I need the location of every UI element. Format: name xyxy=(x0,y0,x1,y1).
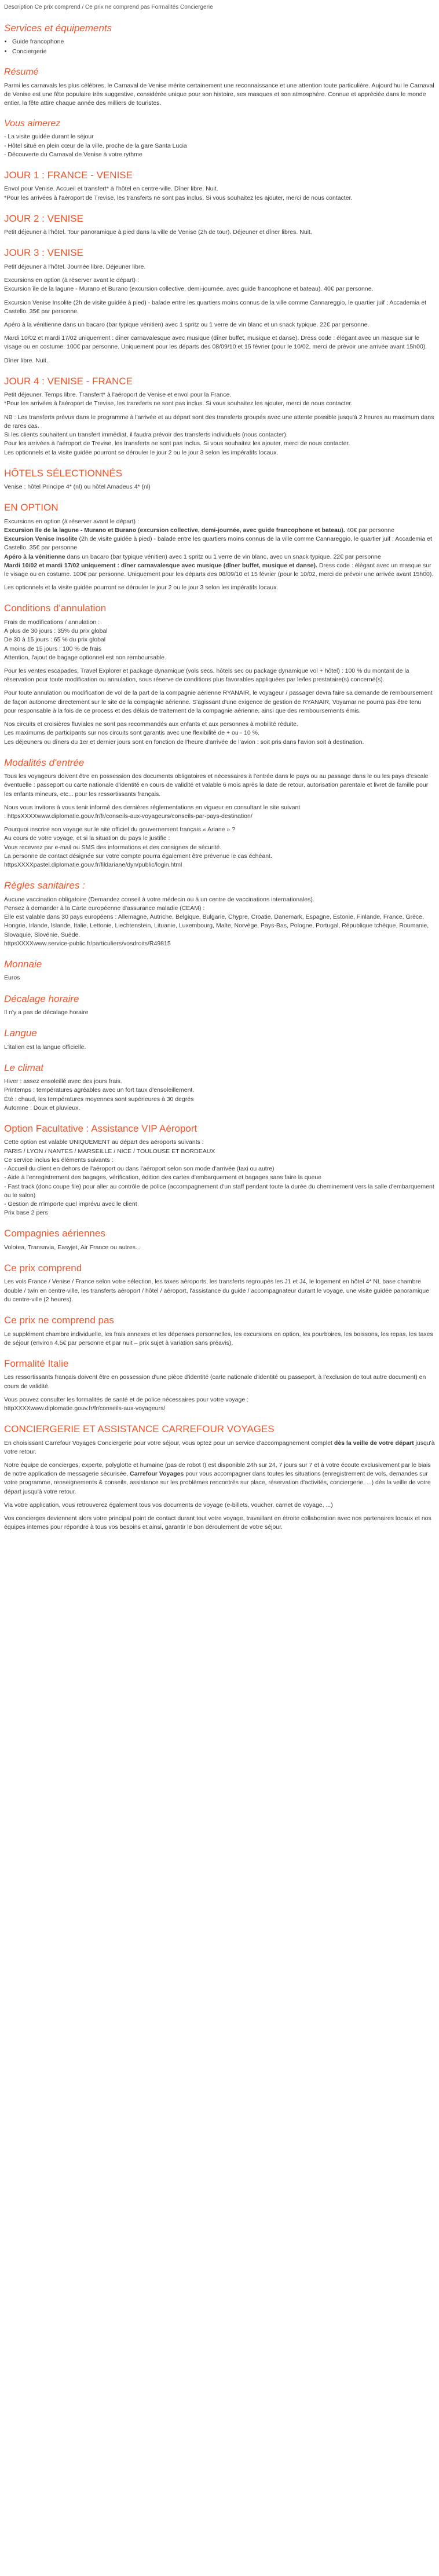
sanitaires-line: Pensez à demander à la Carte européenne d'assurance maladie (CEAM) : xyxy=(4,904,205,912)
decalage-title: Décalage horaire xyxy=(4,993,79,1004)
entree-title: Modalités d'entrée xyxy=(4,757,85,768)
jour1-line: Envol pour Venise. Accueil et transfert* à l'hôtel en centre-ville. Dîner libre. Nuit. xyxy=(4,185,218,193)
nb-line: Si les clients souhaitent un transfert immédiat, il faudra prévoir des transferts individuels (nous contacter). xyxy=(4,431,288,439)
description-line: Description Ce prix comprend / Ce prix ne comprend pas Formalités Conciergerie xyxy=(4,4,213,10)
jour1-title: JOUR 1 : FRANCE - VENISE xyxy=(4,170,133,181)
entree-p1: Tous les voyageurs doivent être en possession des documents obligatoires et nécessaires à l'entrée dans le pays ou au passage dans le ou les pays d'escale éventuelle : passeport ou carte nationale d'identité en cours de validité et valable 6 mois après la date de retour, autorisation parentale et livret de famille pour les enfants mineurs, etc... pour les ressortissants français. xyxy=(4,773,429,798)
conciergerie-p1 xyxy=(4,1439,435,1456)
compagnies-title: Compagnies aériennes xyxy=(4,1228,105,1239)
climat-text xyxy=(4,1077,435,1113)
aimerez-title: Vous aimerez xyxy=(4,119,61,129)
aimerez-line: - Découverte du Carnaval de Venise à votre rythme xyxy=(4,151,142,158)
entree-p3 xyxy=(4,825,435,869)
nb-line: NB : Les transferts prévus dans le programme à l'arrivée et au départ sont des transferts groupés avec une attente possible jusqu'à 2 heures au maximum dans de rares cas. xyxy=(4,413,434,430)
jour3-excursion4: Mardi 10/02 et mardi 17/02 uniquement : dîner carnavalesque avec musique (dîner buffet, musique et danse). Dress code : élégant avec un masque sur le visage ou en costume. 100€ par personne. Uniquement pour les départs des 08/09/10 et 15 février (pour le 10/02, merci de prévoir une arrivée avant 15h00). xyxy=(4,335,427,351)
sanitaires-line: Aucune vaccination obligatoire (Demandez conseil à votre médecin ou à un centre de vaccinations internationales). xyxy=(4,896,314,903)
annulation-line: A moins de 15 jours : 100 % de frais xyxy=(4,645,102,652)
formalite-line: Vous pouvez consulter les formalités de santé et de police nécessaires pour votre voyage : xyxy=(4,1396,248,1403)
list-item: • Guide francophone xyxy=(12,38,435,46)
aimerez-line: - La visite guidée durant le séjour xyxy=(4,133,94,141)
jour4-note: *Pour les arrivées à l'aéroport de Trevise, les transferts ne sont pas inclus. Si vous souhaitez les ajouter, merci de nous contacter. xyxy=(4,400,353,408)
entree-line: Au cours de votre voyage, et si la situation du pays le justifie : xyxy=(4,835,170,842)
jour3-end: Dîner libre. Nuit. xyxy=(4,357,48,364)
option-item-bold: Excursion Venise Insolite xyxy=(4,535,78,543)
formalite-p1: Les ressortissants français doivent être en possession d'une pièce d'identité (carte nationale d'identité ou passeport, à l'exclusion de tout autre document) en cours de validité. xyxy=(4,1374,426,1390)
entree-line: Pourquoi inscrire son voyage sur le site officiel du gouvernement français « Ariane » ? xyxy=(4,826,236,834)
jour3-excursions-title: Excursions en option (à réserver avant le départ) : xyxy=(4,277,139,284)
vip-line: Cette option est valable UNIQUEMENT au départ des aéroports suivants : xyxy=(4,1139,204,1146)
aimerez-line: - Hôtel situé en plein cœur de la ville, proche de la gare Santa Lucia xyxy=(4,142,187,149)
annulation-line: A plus de 30 jours : 35% du prix global xyxy=(4,628,108,635)
vip-title: Option Facultative : Assistance VIP Aéroport xyxy=(4,1123,197,1135)
entree-link: : httpsXXXXwww.diplomatie.gouv.fr/fr/conseils-aux-voyageurs/conseils-par-pays-destination/ xyxy=(4,812,253,820)
climat-line: Hiver : assez ensoleillé avec des jours frais. xyxy=(4,1078,122,1085)
option-item xyxy=(4,562,435,579)
entree-line: Nous vous invitons à vous tenir informé des dernières réglementations en vigueur en consultant le site suivant xyxy=(4,803,301,811)
entree-link: httpsXXXXpastel.diplomatie.gouv.fr/fildariane/dyn/public/login.html xyxy=(4,861,182,869)
jour4-nb xyxy=(4,413,435,457)
climat-line: Printemps : températures agréables avec un fort taux d'ensoleillement. xyxy=(4,1087,195,1094)
option-end: Les optionnels et la visite guidée pourront se dérouler le jour 2 ou le jour 3 selon les impératifs locaux. xyxy=(4,584,279,592)
jour4-text xyxy=(4,391,435,408)
option-item-bold: Apéro à la vénitienne xyxy=(4,553,65,560)
annulation-line: Les déjeuners ou dîners du 1er et dernier jours sont en fonction de l'heure d'arrivée de l'avion : soit pris dans l'avion soit à destination. xyxy=(4,738,364,746)
option-item-rest: (2h de visite guidée à pied) - balade entre les quartiers moins connus de la ville comme Cannareggio, le quartier juif ; Accademia et Castello. 35€ par personne xyxy=(4,535,432,552)
entree-line: Vous recevrez par e-mail ou SMS des informations et des consignes de sécurité. xyxy=(4,843,222,851)
option-title: EN OPTION xyxy=(4,502,58,513)
sanitaires-link: httpsXXXXwww.service-public.fr/particuliers/vosdroits/R49815 xyxy=(4,940,171,947)
jour4-line: Petit déjeuner. Temps libre. Transfert* à l'aéroport de Venise et envol pour la France. xyxy=(4,391,232,399)
decalage-text: Il n'y a pas de décalage horaire xyxy=(4,1009,89,1016)
comprend-text: Les vols France / Venise / France selon votre sélection, les taxes aéroports, les transferts regroupés les J1 et J4, le logement en hôtel 4* NL base chambre double / twin en centre-ville, les transferts aéroport / hôtel / aéroport, l'assistance du guide / accompagnateur durant le voyage, une visite guidée panoramique du centre-ville (2 heures). xyxy=(4,1278,429,1303)
option-item-bold: Excursion île de la lagune - Murano et Burano (excursion collective, demi-journée, avec guide francophone et bateau). xyxy=(4,526,345,534)
comprend-title: Ce prix comprend xyxy=(4,1263,82,1274)
services-list xyxy=(4,38,435,56)
option-list xyxy=(4,518,435,579)
annulation-line: Les maximums de participants sur nos circuits sont garantis avec une flexibilité de + ou - 10 %. xyxy=(4,729,259,737)
vip-line: Prix base 2 pers xyxy=(4,1209,48,1217)
aimerez-text xyxy=(4,133,435,159)
entree-p2 xyxy=(4,803,435,821)
option-item xyxy=(4,535,435,552)
conciergerie-title: CONCIERGERIE ET ASSISTANCE CARREFOUR VOYAGES xyxy=(4,1423,275,1435)
jour1-note: *Pour les arrivées à l'aéroport de Trevise, les transferts ne sont pas inclus. Si vous souhaitez les ajouter, merci de nous contacter. xyxy=(4,194,353,201)
resume-text: Parmi les carnavals les plus célèbres, le Carnaval de Venise mérite certainement une reconnaissance et une attention toute particulière. Aujourd'hui le Carnaval de Venise est une fête populaire très suggestive, considérée unique pour son histoire, ses masques et son atmosphère. Connue et appréciée dans le monde entier, la fête attire chaque année des milliers de touristes. xyxy=(4,82,434,107)
annulation-line: Frais de modifications / annulation : xyxy=(4,618,100,626)
langue-text: L'italien est la langue officielle. xyxy=(4,1043,86,1051)
annulation-p4 xyxy=(4,720,435,747)
option-item-rest: dans un bacaro (bar typique vénitien) avec 1 spritz ou 1 verre de vin blanc, avec un snack typique. 22€ par personne xyxy=(65,553,381,560)
conciergerie-text: En choisissant Carrefour Voyages Conciergerie pour votre séjour, vous optez pour un service d'accompagnement complet xyxy=(4,1439,334,1447)
jour3-excursion: Excursion île de la lagune - Murano et Burano (excursion collective, demi-journée, avec guide francophone et bateau). 40€ par personne. xyxy=(4,285,374,293)
option-intro: Excursions en option (à réserver avant le départ) : xyxy=(4,518,139,525)
jour3-excursion3: Apéro à la vénitienne dans un bacaro (bar typique vénitien) avec 1 spritz ou 1 verre de vin blanc et un snack typique. 22€ par personne. xyxy=(4,321,370,328)
vip-line: PARIS / LYON / NANTES / MARSEILLE / NICE / TOULOUSE ET BORDEAUX xyxy=(4,1147,215,1155)
annulation-title: Conditions d'annulation xyxy=(4,603,107,614)
vip-line: - Gestion de n'importe quel imprévu avec le client xyxy=(4,1201,137,1208)
sanitaires-title: Règles sanitaires : xyxy=(4,880,85,891)
climat-line: Été : chaud, les températures moyennes sont supérieures à 30 degrés xyxy=(4,1095,194,1103)
langue-title: Langue xyxy=(4,1028,37,1039)
annulation-line: De 30 à 15 jours : 65 % du prix global xyxy=(4,636,106,644)
vip-line: Ce service inclus les éléments suivants : xyxy=(4,1156,114,1164)
list-item: • Conciergerie xyxy=(12,47,435,56)
conciergerie-text: jusqu'à votre retour. xyxy=(4,1439,435,1455)
vip-text xyxy=(4,1138,435,1217)
conciergerie-text: pour vous accompagner dans toutes les situations (enregistrement de vols, demandes sur votre programme, renseignements & conseils, assistance sur les problèmes rencontrés sur place, réservation d'activités, conciergerie, ...) dès la veille de votre départ jusqu'à votre retour. xyxy=(4,1470,431,1495)
conciergerie-p3: Via votre application, vous retrouverez également tous vos documents de voyage (e-billets, voucher, carnet de voyage, ...) xyxy=(4,1501,333,1509)
nb-line: Pour les arrivées à l'aéroport de Trevise, les transferts ne sont pas inclus. Si vous souhaitez les ajouter, merci de nous contacter. xyxy=(4,440,350,447)
jour3-title: JOUR 3 : VENISE xyxy=(4,247,83,259)
annulation-fees xyxy=(4,618,435,662)
annulation-line: Attention, l'ajout de bagage optionnel est non remboursable. xyxy=(4,654,166,661)
formalite-link: httpXXXXwww.diplomatie.gouv.fr/fr/conseils-aux-voyageurs/ xyxy=(4,1404,166,1412)
formalite-p2 xyxy=(4,1396,435,1413)
option-item xyxy=(4,553,435,562)
conciergerie-text: Notre équipe de concierges, experte, polyglotte et humaine (pas de robot !) est disponible 24h sur 24, 7 jours sur 7 et à votre écoute exclusivement par le biais de notre application de messagerie sécurisée, xyxy=(4,1462,431,1478)
vip-line: - Accueil du client en dehors de l'aéroport ou dans l'aéroport selon son mode d'arrivée (taxi ou autre) xyxy=(4,1165,275,1173)
jour4-title: JOUR 4 : VENISE - FRANCE xyxy=(4,375,133,387)
climat-line: Automne : Doux et pluvieux. xyxy=(4,1104,81,1111)
jour3-excursion2: Excursion Venise Insolite (2h de visite guidée à pied) - balade entre les quartiers moins connus de la ville comme Cannareggio, le quartier juif ; Accademia et Castello. 35€ par personne. xyxy=(4,299,426,315)
sanitaires-line: Elle est valable dans 30 pays européens : Allemagne, Autriche, Belgique, Bulgarie, Chypre, Croatie, Danemark, Espagne, Estonie, Finlande, France, Grèce, Hongrie, Irlande, Islande, Italie, Lettonie, Liechtenstein, Lituanie, Luxembourg, Malte, Norvège, Pays-Bas, Pologne, Portugal, République tchèque, Roumanie, Slovaquie, Slovénie, Suède. xyxy=(4,913,429,938)
ne-comprend-text: Le supplément chambre individuelle, les frais annexes et les dépenses personnelles, les excursions en option, les pourboires, les boissons, les repas, les taxes de séjour (environ 4,5€ par personne et par nuit – prix sujet à variation sans préavis). xyxy=(4,1330,433,1346)
sanitaires-text xyxy=(4,896,435,948)
annulation-p2: Pour les ventes escapades, Travel Explorer et package dynamique (vols secs, hôtels sec ou package dynamique vol + hôtel) : 100 % du montant de la réservation pour toute modification ou annulation, sous réserve de conditions plus favorables appliquées par le/les prestataire(s) concerné(s). xyxy=(4,667,409,684)
hotels-text: Venise : hôtel Principe 4* (nl) ou hôtel Amadeus 4* (nl) xyxy=(4,483,151,491)
vip-line: - Aide à l'enregistrement des bagages, vérification, édition des cartes d'embarquement et bagages sans faire la queue xyxy=(4,1174,322,1181)
annulation-line: Nos circuits et croisières fluviales ne sont pas recommandés aux enfants et aux personnes à mobilité réduite. xyxy=(4,721,298,728)
climat-title: Le climat xyxy=(4,1062,44,1073)
jour3-excursions xyxy=(4,276,435,293)
option-item-bold: Mardi 10/02 et mardi 17/02 uniquement : dîner carnavalesque avec musique (dîner buffet, musique et danse). xyxy=(4,562,317,569)
conciergerie-p2 xyxy=(4,1461,435,1496)
option-item xyxy=(4,526,435,535)
jour3-intro: Petit déjeuner à l'hôtel. Journée libre. Déjeuner libre. xyxy=(4,263,146,270)
annulation-p3: Pour toute annulation ou modification de vol de la part de la compagnie aérienne RYANAIR, le voyageur / passager devra faire sa demande de remboursement de façon autonome directement sur le site de la compagnie aérienne. S'agissant d'une exigence de gestion de RYANAIR, Voyamar ne pourra pas être tenu pour responsable à la fois de ce process et des délais de traitement de la compagnie aérienne, ainsi que des remboursements émis. xyxy=(4,689,433,714)
resume-title: Résumé xyxy=(4,67,39,78)
nb-line: Les optionnels et la visite guidée pourront se dérouler le jour 2 ou le jour 3 selon les impératifs locaux. xyxy=(4,449,279,456)
monnaie-title: Monnaie xyxy=(4,959,42,970)
monnaie-text: Euros xyxy=(4,974,20,982)
conciergerie-bold: dès la veille de votre départ xyxy=(334,1439,414,1447)
ne-comprend-title: Ce prix ne comprend pas xyxy=(4,1315,114,1326)
services-title: Services et équipements xyxy=(4,22,112,34)
option-item-rest: Dress code : élégant avec un masque sur le visage ou en costume. 100€ par personne. Uniquement pour les départs des 08/09/10 et 15 février (pour le 10/02, merci de prévoir une arrivée avant 15h00). xyxy=(4,562,434,578)
conciergerie-bold: Carrefour Voyages xyxy=(130,1470,184,1478)
vip-line: - Fast track (donc coupe file) pour aller au contrôle de police (accompagnement d'un staff pendant toute la durée du cheminement vers la salle d'embarquement ou le salon) xyxy=(4,1183,434,1199)
formalite-title: Formalité Italie xyxy=(4,1357,69,1369)
hotels-title: HÔTELS SÉLECTIONNÉS xyxy=(4,467,123,479)
entree-line: La personne de contact désignée sur votre compte pourra également être prévenue le cas échéant. xyxy=(4,852,272,860)
jour2-title: JOUR 2 : VENISE xyxy=(4,212,83,224)
compagnies-text: Volotea, Transavia, Easyjet, Air France ou autres... xyxy=(4,1243,141,1251)
conciergerie-p4: Vos concierges deviennent alors votre principal point de contact durant tout votre voyage, travaillant en étroite collaboration avec nos partenaires locaux et nos équipes internes pour répondre à tous vos besoins et ainsi, garantir le bon déroulement de votre séjour. xyxy=(4,1515,431,1531)
jour2-text: Petit déjeuner à l'hôtel. Tour panoramique à pied dans la ville de Venise (2h de tour). Déjeuner et dîner libres. Nuit. xyxy=(4,229,312,236)
jour1-text xyxy=(4,185,435,202)
option-item-rest: 40€ par personne xyxy=(345,526,394,534)
